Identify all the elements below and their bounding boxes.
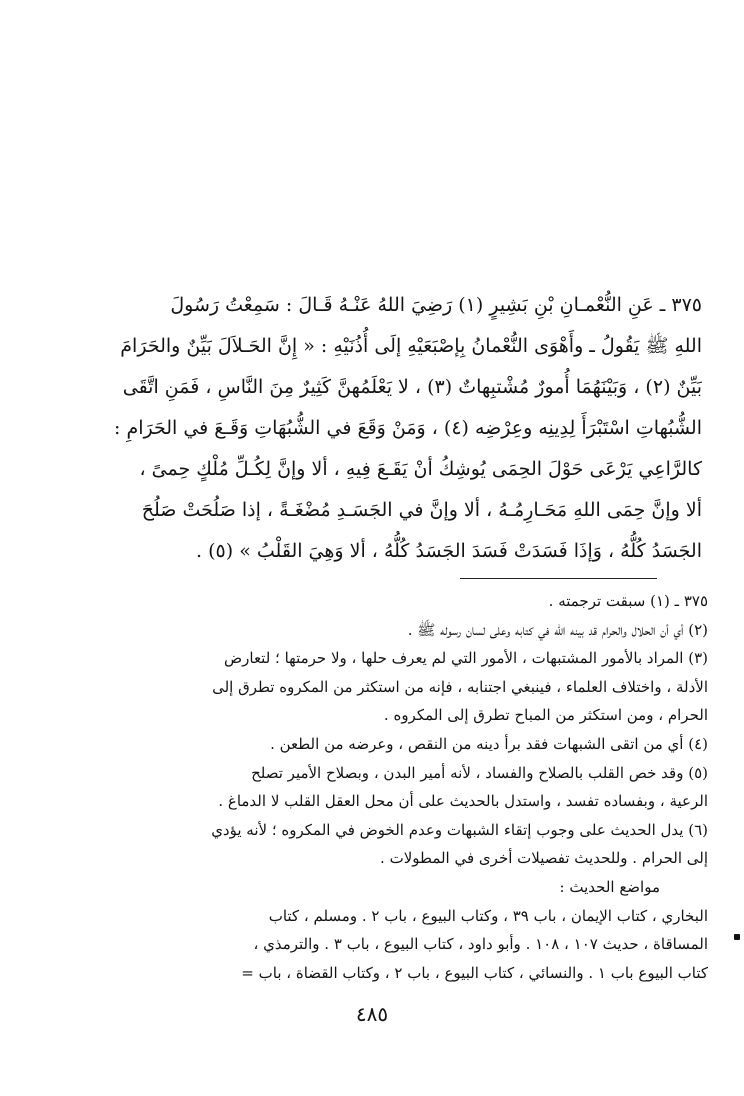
hadith-text — [100, 285, 702, 572]
footnote-line: (٥) وقد خص القلب بالصلاح والفساد ، لأنه أمير البدن ، وبصلاح الأمير تصلح — [251, 763, 708, 782]
hadith-line: ألا وإنَّ حِمَى اللهِ مَحَـارِمُـهُ ، ألا وإنَّ في الجَسَـدِ مُضْغَـةً ، إذا صَلُحَتْ صَلُحَ — [141, 499, 702, 521]
footnote-line: المساقاة ، حديث ١٠٧ ، ١٠٨ . وأبو داود ، كتاب البيوع ، باب ٣ . والترمذي ، — [253, 935, 708, 954]
footnote-line: (٦) يدل الحديث على وجوب إتقاء الشبهات وعدم الخوض في المكروه ؛ لأنه يؤدي — [211, 820, 708, 839]
footnote-line: الرعية ، وبفساده تفسد ، واستدل بالحديث على أن محل العقل القلب لا الدماغ . — [218, 792, 708, 811]
hadith-line: بَيِّنٌ (٢) ، وَبَيْنَهُمَا أُمورٌ مُشْتبِهاتٌ (٣) ، لا يَعْلَمُهنَّ كَثِيرٌ مِنَ النَّاسِ ، فَمَنِ اتَّقَى — [122, 376, 702, 398]
margin-mark — [734, 934, 740, 940]
footnote-line: ٣٧٥ ـ (١) سبقت ترجمته . — [548, 592, 708, 610]
hadith-sources-heading: مواضع الحديث : — [559, 877, 660, 896]
hadith-line: الجَسَدُ كُلُّهُ ، وَإذَا فَسَدَتْ فَسَدَ الجَسَدُ كُلُّهُ ، ألا وَهِيَ القَلْبُ » (٥) . — [196, 540, 702, 562]
hadith-line: كالرَّاعِي يَرْعَى حَوْلَ الحِمَى يُوشِكُ أنْ يَقَـعَ فِيهِ ، ألا وإنَّ لِكُـلِّ مُلْكٍ حِمىً ، — [139, 458, 702, 480]
footnotes — [98, 587, 708, 987]
footnote-line: كتاب البيوع باب ١ . والنسائي ، كتاب البيوع ، باب ٢ ، وكتاب القضاة ، باب = — [241, 963, 708, 982]
footnote-line: (٣) المراد بالأمور المشتبهات ، الأمور التي لم يعرف حلها ، ولا حرمتها ؛ لتعارض — [224, 649, 708, 668]
footnote-separator — [460, 578, 657, 579]
hadith-line: ٣٧٥ ـ عَنِ النُّعْمـانِ بْنِ بَشِيرٍ (١) رَضِيَ اللهُ عَنْـهُ قَـالَ : سَمِعْتُ رَسُولَ — [170, 294, 702, 316]
page-number: ٤٨٥ — [355, 1002, 389, 1026]
footnote-line: الحرام ، ومن استكثر من المباح تطرق إلى المكروه . — [383, 706, 708, 725]
hadith-line: الشُّبُهاتِ اسْتَبْرَأَ لِدِينِه وعِرْضِه (٤) ، وَمَنْ وَقَعَ في الشُّبُهَاتِ وَقَـعَ في الحَرَامِ : — [114, 417, 702, 439]
hadith-line: اللهِ ﷺ يَقُولُ ـ وأَهْوَى النُّعْمانُ بِإصْبَعَيْهِ إلَى أُذُنَيْهِ : « إِنَّ الحَـلاَلَ بَيِّنٌ والحَرَامَ — [120, 335, 702, 357]
footnote-line: البخاري ، كتاب الإيمان ، باب ٣٩ ، وكتاب البيوع ، باب ٢ . ومسلم ، كتاب — [268, 906, 708, 925]
footnote-line: (٢) أي أن الحلال والحرام قد بينه الله في كتابه وعلى لسان رسوله ﷺ . — [407, 620, 708, 639]
footnote-line: إلى الحرام . وللحديث تفصيلات أخرى في المطولات . — [380, 849, 708, 868]
footnote-line: (٤) أي من اتقى الشبهات فقد برأ دينه من النقص ، وعرضه من الطعن . — [270, 734, 708, 753]
footnote-line: الأدلة ، واختلاف العلماء ، فينبغي اجتنابه ، فإنه من استكثر من المكروه تطرق إلى — [212, 677, 708, 696]
